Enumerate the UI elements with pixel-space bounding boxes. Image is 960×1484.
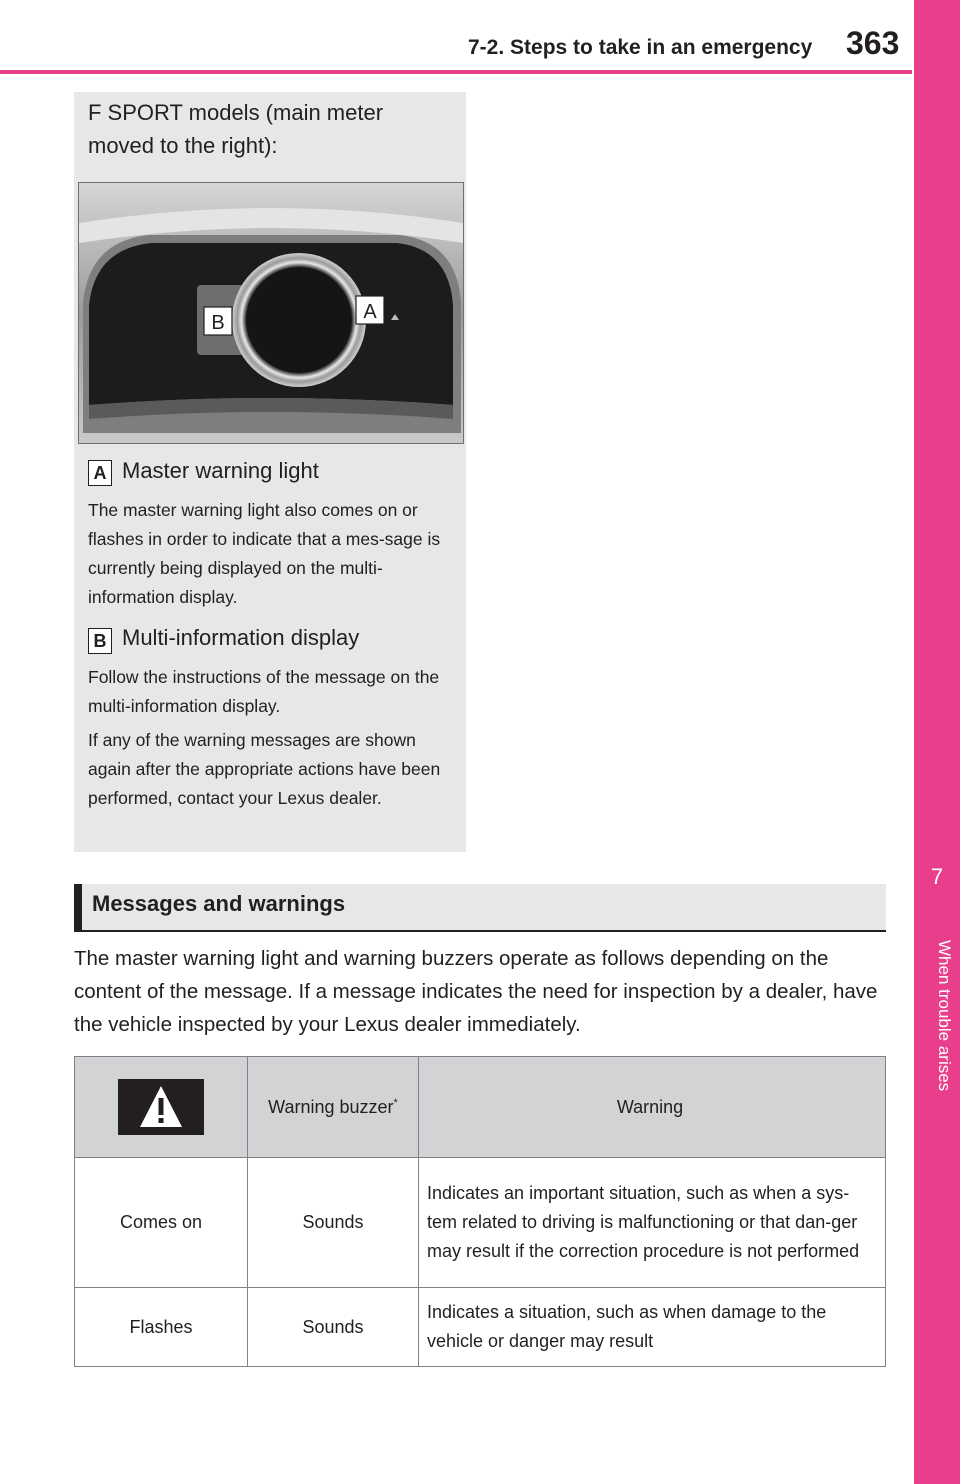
chapter-number: 7 <box>930 864 944 889</box>
row-buzzer-state: Sounds <box>248 1158 419 1288</box>
heading-underline <box>74 930 886 932</box>
messages-body-text: The master warning light and warning buzzers operate as follows depending on the content of the message. If a message indicates the need for inspection by a dealer, have the vehicle inspected by your Lexus dealer immediately. <box>74 947 878 1036</box>
figure-label-a <box>356 296 384 324</box>
table-header-row <box>75 1057 886 1158</box>
f-sport-info-box <box>74 92 466 852</box>
header-cell-warning: Warning <box>419 1057 886 1158</box>
warning-table <box>74 1056 886 1367</box>
messages-heading-bar <box>74 884 886 932</box>
figure-label-a-text: A <box>363 301 377 323</box>
header-buzzer-footnote-mark: * <box>393 1096 398 1109</box>
instrument-cluster-figure <box>78 182 464 444</box>
callout-label-b: B <box>88 628 112 654</box>
row-buzzer-state: Sounds <box>248 1288 419 1367</box>
chapter-side-tab <box>914 0 960 1484</box>
figure-label-b <box>204 307 232 335</box>
header-cell-buzzer <box>248 1057 419 1158</box>
row-light-state: Flashes <box>75 1288 248 1367</box>
master-warning-description: The master warning light also comes on or flashes in order to indicate that a mes-sage is currently being displayed on the multi-information display. <box>88 500 441 607</box>
page-number: 363 <box>846 25 900 61</box>
table-row <box>75 1158 886 1288</box>
callout-title-multi-info: Multi-information display <box>122 625 360 650</box>
header-rule <box>0 70 912 74</box>
multi-info-description-1: Follow the instructions of the message on the multi-information display. <box>88 667 440 716</box>
row-warning-description: Indicates an important situation, such as when a sys-tem related to driving is malfunctioning or that dan-ger may result if the correction procedure is not performed <box>419 1158 886 1288</box>
table-row <box>75 1288 886 1367</box>
heading-accent-bar <box>74 884 82 932</box>
master-warning-triangle-icon <box>118 1079 204 1135</box>
figure-label-b-text: B <box>211 312 225 334</box>
instrument-cluster-illustration <box>79 183 463 443</box>
multi-info-description-2: If any of the warning messages are shown again after the appropriate actions have been performed, contact your Lexus dealer. <box>88 730 441 808</box>
callout-title-master-warning: Master warning light <box>122 458 319 483</box>
header-cell-icon <box>75 1057 248 1158</box>
callout-label-a: A <box>88 460 112 486</box>
header-buzzer-label: Warning buzzer <box>268 1096 394 1117</box>
row-light-state: Comes on <box>75 1158 248 1288</box>
info-box-heading: F SPORT models (main meter moved to the right): <box>88 100 384 158</box>
page-header <box>0 0 912 76</box>
row-warning-description: Indicates a situation, such as when damage to the vehicle or danger may result <box>419 1288 886 1367</box>
section-title: 7-2. Steps to take in an emergency <box>468 36 813 59</box>
chapter-label: When trouble arises <box>935 940 954 1092</box>
messages-heading: Messages and warnings <box>92 891 346 916</box>
